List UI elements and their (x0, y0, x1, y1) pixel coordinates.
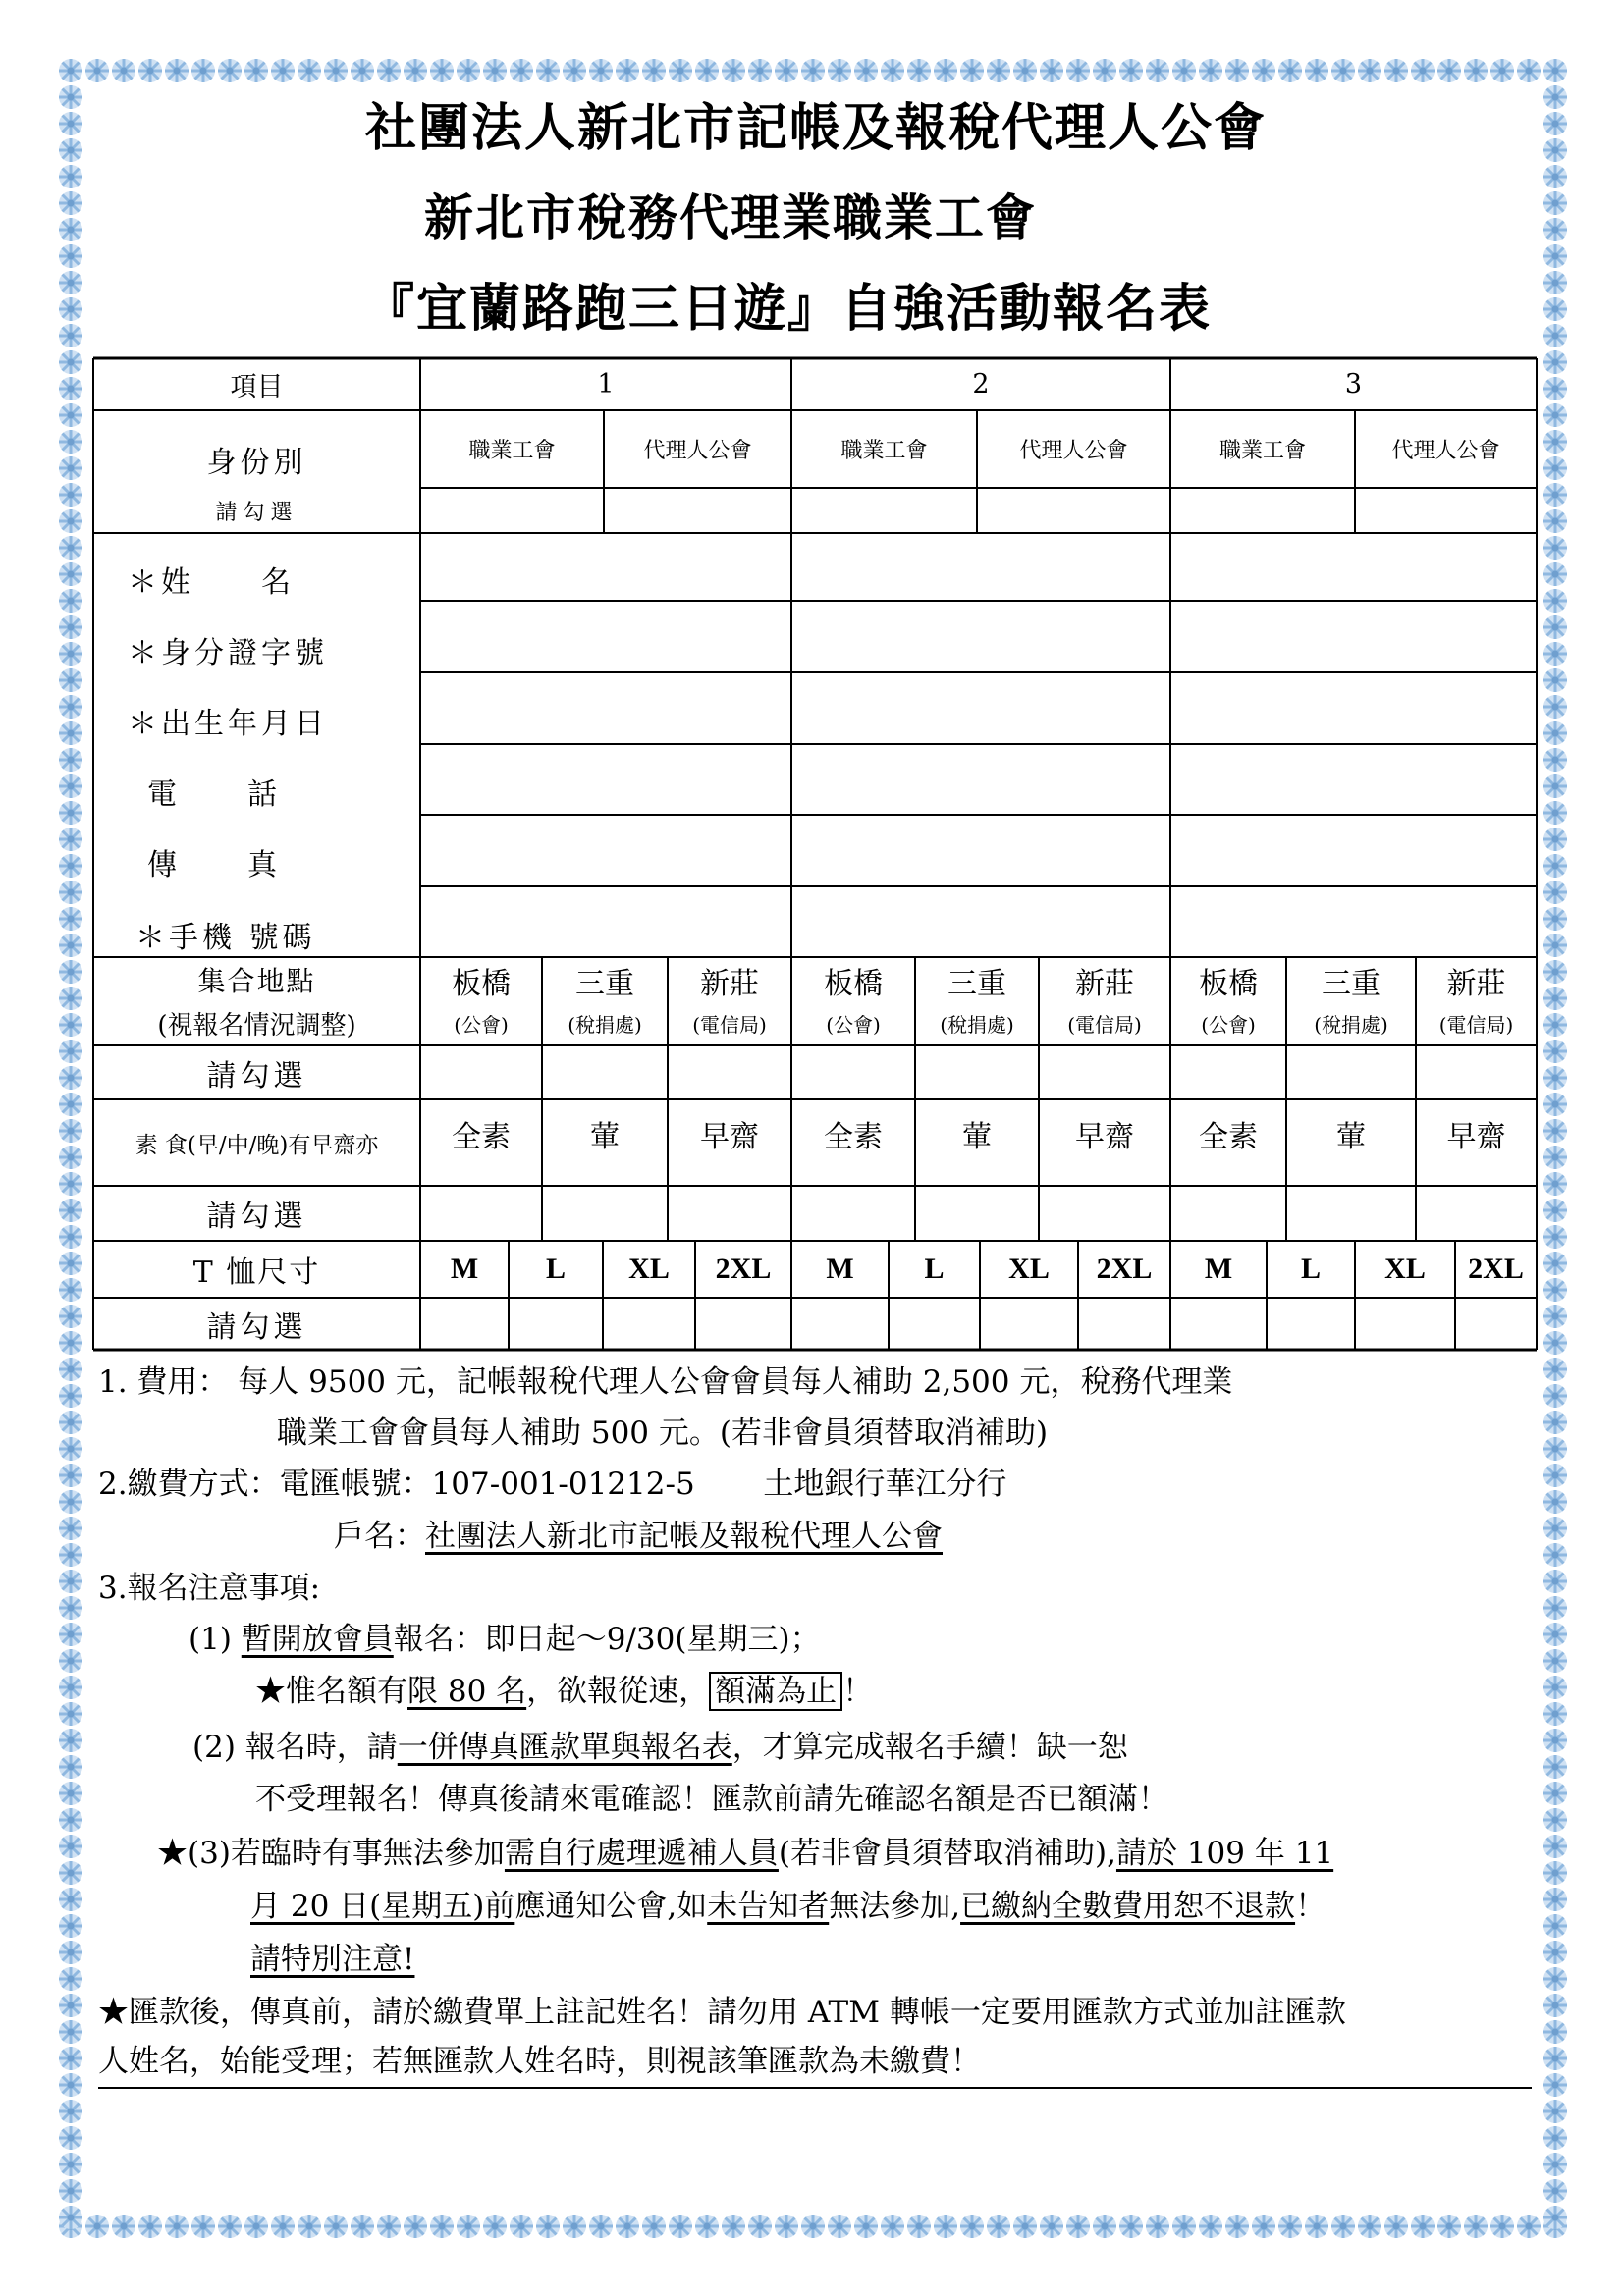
meeting-sanchong-note-1: (稅捐處) (568, 1012, 642, 1037)
identity-checkbox-agent-1[interactable] (604, 488, 791, 533)
notice-2-c: ，才算完成報名手續！缺一恕 (731, 1730, 1128, 1765)
diet-meat-2: 葷 (962, 1120, 992, 1154)
meeting-banqiao-note-3: (公會) (1201, 1012, 1256, 1037)
notice-1 (189, 1620, 821, 1659)
notice-2-a: (2) 報名時，請 (192, 1730, 398, 1765)
diet-checkbox-3-1[interactable] (1172, 1188, 1284, 1239)
meeting-point-sublabel: (視報名情況調整) (157, 1010, 356, 1041)
identity-option-agent-3: 代理人公會 (1391, 439, 1500, 463)
tshirt-xl-1: XL (628, 1253, 670, 1285)
fax-input-3[interactable] (1172, 817, 1535, 885)
diet-vegan-3: 全素 (1199, 1120, 1258, 1154)
notice-3-d: , (1107, 1836, 1116, 1871)
identity-option-agent-1: 代理人公會 (643, 439, 752, 463)
diet-morning-veg-3: 早齋 (1446, 1120, 1506, 1154)
notice-1-star-c: ，欲報從速， (526, 1674, 710, 1709)
meeting-banqiao-note-2: (公會) (826, 1012, 881, 1037)
meeting-banqiao-note-1: (公會) (454, 1012, 509, 1037)
payment-bank: 土地銀行華江分行 (763, 1467, 1007, 1502)
notice-1-members-only: 暫開放會員 (241, 1622, 394, 1657)
association-title: 社團法人新北市記帳及報稅代理人公會 (365, 99, 1268, 158)
meeting-checkbox-3-1[interactable] (1172, 1047, 1284, 1097)
tshirt-checkbox-1-l[interactable] (511, 1300, 601, 1348)
account-holder-name: 社團法人新北市記帳及報稅代理人公會 (425, 1519, 943, 1554)
meeting-sanchong-1: 三重 (575, 967, 634, 1001)
notice-3 (157, 1834, 1333, 1873)
tshirt-checkbox-2-m[interactable] (793, 1300, 887, 1348)
payment-account: 2.繳費方式：電匯帳號：107-001-01212-5 (98, 1467, 695, 1502)
tshirt-checkbox-2-xl[interactable] (982, 1300, 1076, 1348)
diet-checkbox-1-2[interactable] (544, 1188, 666, 1239)
identity-label: 身份別 (206, 446, 307, 480)
meeting-checkbox-3-3[interactable] (1418, 1047, 1535, 1097)
tshirt-2xl-2: 2XL (1096, 1253, 1153, 1285)
diet-morning-veg-2: 早齋 (1075, 1120, 1134, 1154)
notice-1-full-stop: 額滿為止 (709, 1672, 842, 1711)
mobile-input-1[interactable] (422, 888, 789, 956)
field-label-id-number: ＊身分證字號 (128, 636, 328, 670)
diet-check-label: 請勾選 (206, 1200, 307, 1234)
fax-input-2[interactable] (793, 817, 1168, 885)
tshirt-checkbox-2-2xl[interactable] (1080, 1300, 1168, 1348)
id-number-input-1[interactable] (422, 603, 789, 671)
field-label-fax: 傳 真 (147, 848, 281, 882)
diet-meat-3: 葷 (1336, 1120, 1366, 1154)
notice-3-no-refund: 已繳納全數費用恕不退款 (960, 1889, 1296, 1924)
birthdate-input-3[interactable] (1172, 674, 1535, 743)
fax-input-1[interactable] (422, 817, 789, 885)
remittance-note-line2: 人姓名，始能受理；若無匯款人姓名時，則視該筆匯款為未繳費！ (98, 2044, 981, 2079)
tshirt-l-3: L (1300, 1253, 1321, 1285)
meeting-sanchong-2: 三重 (947, 967, 1006, 1001)
diet-morning-veg-1: 早齋 (700, 1120, 759, 1154)
meeting-checkbox-3-2[interactable] (1288, 1047, 1414, 1097)
id-number-input-2[interactable] (793, 603, 1168, 671)
field-label-phone: 電 話 (147, 777, 281, 812)
diet-checkbox-2-2[interactable] (917, 1188, 1037, 1239)
notice-3-uninformed: 未告知者 (707, 1889, 830, 1924)
identity-checkbox-union-1[interactable] (420, 488, 604, 533)
mobile-input-3[interactable] (1172, 888, 1535, 956)
name-input-3[interactable] (1172, 535, 1535, 600)
column-3-header: 3 (1344, 369, 1363, 400)
identity-option-union-3: 職業工會 (1218, 439, 1306, 463)
notice-3-cannot-attend: 無法參加, (829, 1889, 961, 1924)
tshirt-checkbox-1-2xl[interactable] (697, 1300, 789, 1348)
phone-input-2[interactable] (793, 746, 1168, 814)
notice-3-a: ★(3)若臨時有事無法參加 (157, 1836, 505, 1871)
tshirt-size-label: T 恤尺寸 (192, 1255, 321, 1290)
meeting-banqiao-3: 板橋 (1199, 967, 1258, 1001)
meeting-point-label: 集合地點 (197, 965, 316, 997)
birthdate-input-2[interactable] (793, 674, 1168, 743)
meeting-checkbox-1-1[interactable] (422, 1047, 540, 1097)
meeting-banqiao-1: 板橋 (452, 967, 511, 1001)
notice-title: 3.報名注意事項: (98, 1571, 321, 1606)
field-label-mobile: ＊手機 號碼 (135, 921, 316, 955)
tshirt-2xl-1: 2XL (715, 1253, 772, 1285)
notice-3-substitute: 需自行處理遞補人員 (504, 1836, 779, 1871)
meeting-checkbox-1-2[interactable] (544, 1047, 666, 1097)
notice-3-deadline-a: 請於 109 年 11 (1115, 1836, 1334, 1871)
notice-1-number: (1) (189, 1622, 242, 1657)
id-number-input-3[interactable] (1172, 603, 1535, 671)
notice-3-end: ！ (1295, 1889, 1326, 1924)
diet-checkbox-3-3[interactable] (1418, 1188, 1535, 1239)
tshirt-checkbox-2-l[interactable] (891, 1300, 978, 1348)
fee-note-line1: 1. 費用： 每人 9500 元，記帳報稅代理人公會會員每人補助 2,500 元，稅務代理業 (98, 1364, 1233, 1400)
meeting-check-label: 請勾選 (206, 1058, 307, 1094)
identity-option-union-1: 職業工會 (468, 439, 556, 463)
notice-3-line3 (250, 1940, 414, 1979)
diet-vegan-1: 全素 (452, 1120, 511, 1154)
tshirt-m-3: M (1204, 1253, 1233, 1285)
tshirt-xl-3: XL (1384, 1253, 1426, 1285)
meeting-checkbox-2-3[interactable] (1041, 1047, 1168, 1097)
birthdate-input-1[interactable] (422, 674, 789, 743)
notice-2-fax-both: 一併傳真匯款單與報名表 (397, 1730, 732, 1765)
tshirt-check-label: 請勾選 (206, 1309, 307, 1345)
form-title: 『宜蘭路跑三日遊』自強活動報名表 (363, 280, 1213, 339)
tshirt-checkbox-3-2xl[interactable] (1457, 1300, 1535, 1348)
mobile-input-2[interactable] (793, 888, 1168, 956)
meeting-sanchong-note-3: (稅捐處) (1314, 1012, 1388, 1037)
tshirt-m-1: M (450, 1253, 479, 1285)
fee-note-line2: 職業工會會員每人補助 500 元。(若非會員須替取消補助) (277, 1415, 1049, 1451)
meeting-sanchong-3: 三重 (1322, 967, 1380, 1001)
payment-note-line1 (98, 1465, 1006, 1504)
identity-checkbox-union-2[interactable] (791, 488, 977, 533)
meeting-banqiao-2: 板橋 (824, 967, 883, 1001)
union-title: 新北市稅務代理業職業工會 (424, 189, 1037, 246)
notice-1-period: 報名：即日起～9/30(星期三)； (393, 1622, 821, 1657)
notice-1-quota: 限 80 名 (407, 1674, 527, 1709)
identity-checkbox-union-3[interactable] (1170, 488, 1355, 533)
notice-3-notify: 應通知公會,如 (514, 1889, 708, 1924)
diet-checkbox-1-3[interactable] (670, 1188, 789, 1239)
tshirt-2xl-3: 2XL (1468, 1253, 1524, 1285)
identity-checkbox-agent-3[interactable] (1355, 488, 1537, 533)
meeting-sanchong-note-2: (稅捐處) (940, 1012, 1014, 1037)
diet-meat-1: 葷 (590, 1120, 620, 1154)
diet-checkbox-3-2[interactable] (1288, 1188, 1414, 1239)
tshirt-checkbox-1-xl[interactable] (605, 1300, 693, 1348)
tshirt-xl-2: XL (1008, 1253, 1050, 1285)
identity-checkbox-agent-2[interactable] (977, 488, 1170, 533)
diet-checkbox-1-1[interactable] (422, 1188, 540, 1239)
payment-note-line2 (334, 1517, 943, 1556)
name-input-2[interactable] (793, 535, 1168, 600)
identity-option-agent-2: 代理人公會 (1019, 439, 1128, 463)
phone-input-3[interactable] (1172, 746, 1535, 814)
tshirt-checkbox-3-l[interactable] (1269, 1300, 1353, 1348)
tshirt-checkbox-1-m[interactable] (422, 1300, 507, 1348)
notice-1-star-a: ★惟名額有 (255, 1674, 407, 1709)
item-header: 項目 (230, 372, 284, 402)
phone-input-1[interactable] (422, 746, 789, 814)
meeting-xinzhuang-note-1: (電信局) (692, 1012, 767, 1037)
account-holder-label: 戶名： (334, 1519, 425, 1554)
notes-bottom-rule (98, 2087, 1532, 2089)
notice-1-star-e: ！ (842, 1674, 874, 1709)
notice-3-attention: 請特別注意! (250, 1942, 415, 1977)
tshirt-l-1: L (545, 1253, 566, 1285)
notice-2-line2: 不受理報名！傳真後請來電確認！匯款前請先確認名額是否已額滿！ (255, 1782, 1168, 1817)
notice-3-deadline-b: 月 20 日(星期五)前 (250, 1889, 515, 1924)
field-label-birthdate: ＊出生年月日 (128, 707, 328, 741)
diet-checkbox-2-3[interactable] (1041, 1188, 1168, 1239)
notice-2 (192, 1728, 1128, 1767)
meeting-checkbox-2-2[interactable] (917, 1047, 1037, 1097)
meeting-xinzhuang-note-3: (電信局) (1438, 1012, 1514, 1037)
diet-vegan-2: 全素 (824, 1120, 883, 1154)
meeting-xinzhuang-3: 新莊 (1446, 967, 1506, 1001)
column-1-header: 1 (597, 369, 615, 400)
meeting-xinzhuang-1: 新莊 (700, 967, 759, 1001)
meeting-xinzhuang-note-2: (電信局) (1067, 1012, 1142, 1037)
identity-check-label: 請勾選 (215, 500, 298, 525)
meeting-checkbox-2-1[interactable] (793, 1047, 913, 1097)
identity-option-union-2: 職業工會 (840, 439, 928, 463)
notice-1-star (255, 1672, 873, 1711)
diet-label: 素 食(早/中/晚)有早齋亦 (135, 1132, 379, 1158)
tshirt-l-2: L (924, 1253, 945, 1285)
notice-3-c: (若非會員須替取消補助) (778, 1836, 1108, 1871)
column-2-header: 2 (972, 369, 990, 400)
diet-checkbox-2-1[interactable] (793, 1188, 913, 1239)
name-input-1[interactable] (422, 535, 789, 600)
tshirt-checkbox-3-xl[interactable] (1357, 1300, 1453, 1348)
tshirt-m-2: M (826, 1253, 854, 1285)
field-label-name: ＊姓 名 (128, 565, 295, 600)
meeting-xinzhuang-2: 新莊 (1075, 967, 1134, 1001)
tshirt-checkbox-3-m[interactable] (1172, 1300, 1265, 1348)
meeting-checkbox-1-3[interactable] (670, 1047, 789, 1097)
remittance-note-line1: ★匯款後，傳真前，請於繳費單上註記姓名！請勿用 ATM 轉帳一定要用匯款方式並加註匯款 (98, 1995, 1346, 2030)
notice-3-line2 (250, 1887, 1326, 1926)
